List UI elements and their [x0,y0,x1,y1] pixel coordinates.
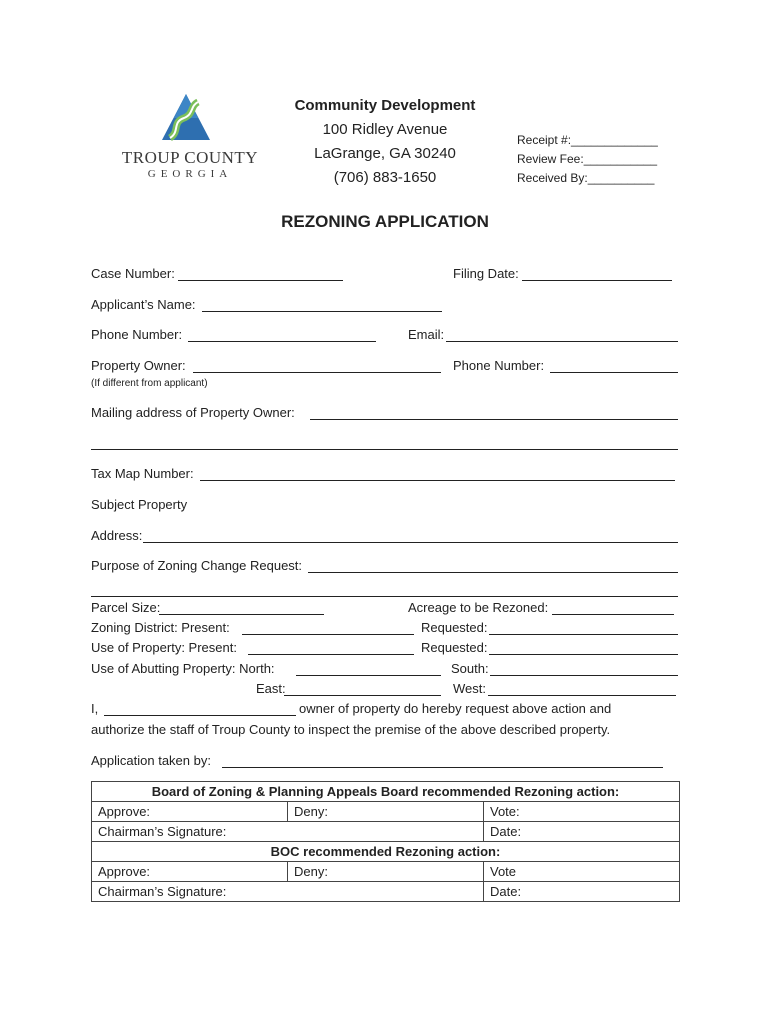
case-number-label: Case Number: [91,266,175,281]
zoning-requested-label: Requested: [421,620,488,635]
abutting-south-label: South: [451,661,489,676]
boc-date-cell[interactable]: Date: [484,882,680,902]
page-title: REZONING APPLICATION [281,212,489,231]
bzpa-deny-cell[interactable]: Deny: [288,802,484,822]
org-name: Community Development [294,97,476,114]
bzpa-vote-cell[interactable]: Vote: [484,802,680,822]
owner-phone-field[interactable] [550,372,678,373]
abutting-north-label: Use of Abutting Property: North: [91,661,275,676]
zoning-district-label: Zoning District: Present: [91,620,230,635]
filing-date-field[interactable] [522,280,672,281]
bzpa-approve-cell[interactable]: Approve: [92,802,288,822]
applicant-name-field[interactable] [202,311,442,312]
taken-by-label: Application taken by: [91,753,211,768]
use-present-field[interactable] [248,654,414,655]
bzpa-date-cell[interactable]: Date: [484,822,680,842]
email-field[interactable] [446,341,678,342]
tax-map-label: Tax Map Number: [91,466,194,481]
property-owner-field[interactable] [193,372,441,373]
boc-title: BOC recommended Rezoning action: [92,842,680,862]
use-of-property-label: Use of Property: Present: [91,640,237,655]
board-actions-table [91,781,680,902]
zoning-requested-field[interactable] [489,634,678,635]
office-phone: (706) 883-1650 [333,169,437,186]
authorize-statement: authorize the staff of Troup County to inspect the premise of the above described property. [91,722,611,737]
use-requested-field[interactable] [489,654,678,655]
abutting-south-field[interactable] [490,675,678,676]
acreage-label: Acreage to be Rezoned: [408,600,549,615]
mailing-address-field-2[interactable] [91,449,678,450]
review-fee[interactable]: Review Fee:___________ [517,152,658,166]
subject-property-label: Subject Property [91,497,188,512]
filing-date-label: Filing Date: [453,266,519,281]
purpose-field[interactable] [308,572,678,573]
boc-approve-cell[interactable]: Approve: [92,862,288,882]
logo-subtitle: GEORGIA [147,168,233,180]
abutting-west-label: West: [453,681,486,696]
owner-phone-label: Phone Number: [453,358,545,373]
property-owner-label: Property Owner: [91,358,186,373]
boc-vote-cell[interactable]: Vote [484,862,680,882]
abutting-east-label: East: [256,681,286,696]
email-label: Email: [408,327,445,342]
bzpa-title: Board of Zoning & Planning Appeals Board recommended Rezoning action: [92,782,680,802]
phone-number-label: Phone Number: [91,327,183,342]
receipt-number[interactable]: Receipt #:_____________ [517,133,658,147]
mailing-address-field[interactable] [310,419,678,420]
office-address: 100 Ridley Avenue [322,121,448,138]
troup-county-logo [110,92,270,187]
address-field[interactable] [143,542,678,543]
office-city: LaGrange, GA 30240 [314,145,456,162]
parcel-size-field[interactable] [159,614,324,615]
zoning-present-field[interactable] [242,634,414,635]
owner-name-field[interactable] [104,715,296,716]
owner-statement: owner of property do hereby request above action and [299,701,612,716]
boc-chairman-cell[interactable]: Chairman’s Signature: [92,882,484,902]
phone-number-field[interactable] [188,341,376,342]
mailing-address-label: Mailing address of Property Owner: [91,405,295,420]
office-header [270,94,500,190]
i-label: I, [91,701,99,716]
abutting-west-field[interactable] [488,695,676,696]
if-different-note: (If different from applicant) [91,378,208,389]
abutting-north-field[interactable] [296,675,441,676]
bzpa-chairman-cell[interactable]: Chairman’s Signature: [92,822,484,842]
tax-map-field[interactable] [200,480,675,481]
use-requested-label: Requested: [421,640,488,655]
purpose-label: Purpose of Zoning Change Request: [91,558,303,573]
abutting-east-field[interactable] [284,695,441,696]
acreage-field[interactable] [552,614,674,615]
logo-title: TROUP COUNTY [121,148,259,167]
purpose-field-2[interactable] [91,596,678,597]
receipt-box [517,131,658,188]
applicant-name-label: Applicant’s Name: [91,297,196,312]
case-number-field[interactable] [178,280,343,281]
parcel-size-label: Parcel Size: [91,600,161,615]
county-emblem-icon [110,92,270,148]
received-by[interactable]: Received By:__________ [517,171,655,185]
boc-deny-cell[interactable]: Deny: [288,862,484,882]
taken-by-field[interactable] [222,767,663,768]
address-label: Address: [91,528,143,543]
